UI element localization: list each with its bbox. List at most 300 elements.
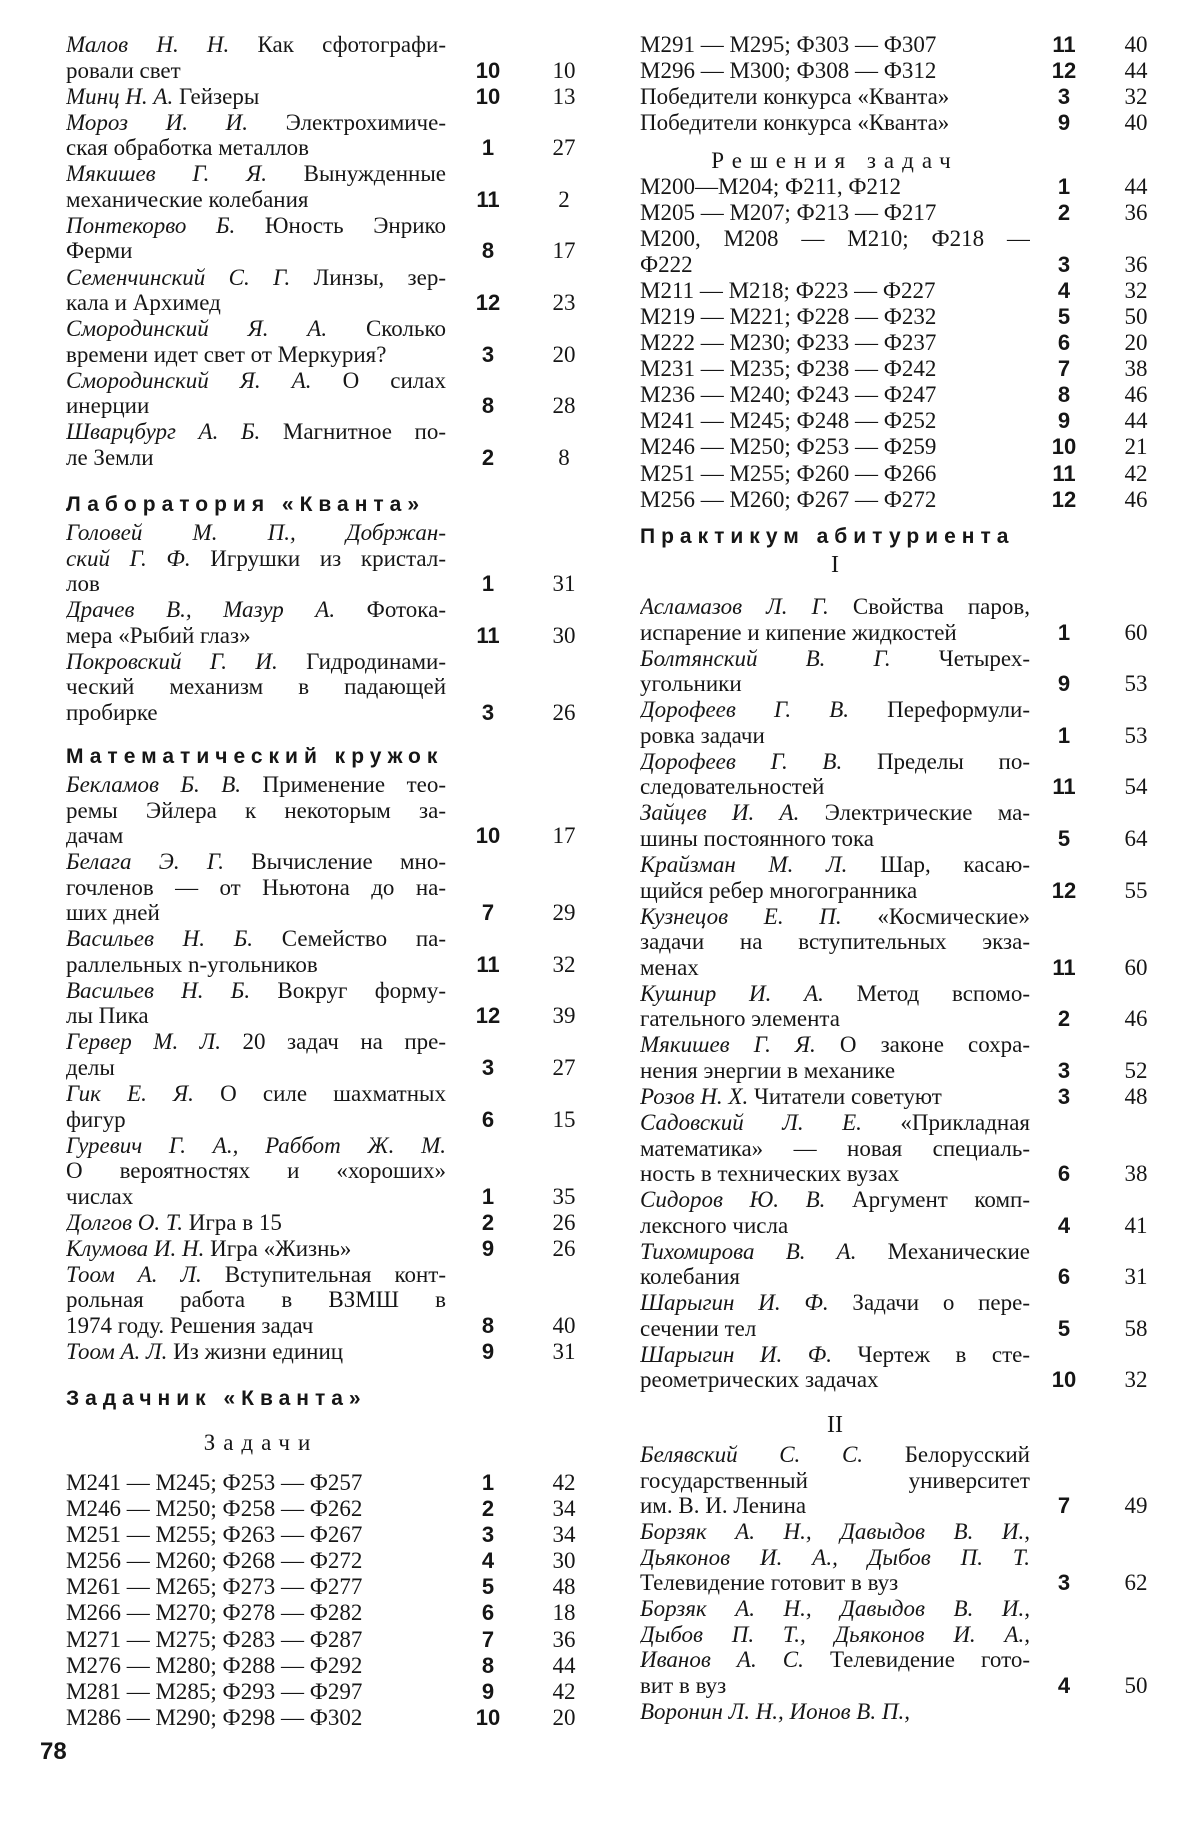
entry-text — [640, 955, 1030, 981]
entry-text — [640, 1264, 1030, 1290]
entry-page-number: 34 — [552, 1496, 576, 1521]
entry-title: М200, М208 — М210; Ф218 — — [640, 226, 1030, 251]
entry-text — [640, 1367, 1030, 1393]
entry-text — [640, 1596, 1030, 1622]
index-entry-line — [66, 1313, 588, 1339]
index-entry-line — [66, 1262, 588, 1288]
entry-page-number: 29 — [552, 900, 576, 925]
entry-title: вит в вуз — [640, 1673, 727, 1698]
entry-title: ность в технических вузах — [640, 1161, 900, 1186]
entry-text — [640, 1316, 1030, 1342]
index-entry-line — [66, 1029, 588, 1055]
index-entry-line — [66, 623, 588, 649]
entry-page-number: 28 — [552, 393, 576, 418]
entry-issue-number: 9 — [481, 1679, 495, 1704]
entry-author: Мякишев Г. Я. — [640, 1032, 816, 1057]
entry-title: О законе сохра- — [815, 1032, 1030, 1057]
entry-title: Пределы по- — [842, 749, 1030, 774]
index-entry-line — [640, 1519, 1160, 1545]
index-entry-line — [66, 32, 588, 58]
index-entry-line — [640, 1006, 1160, 1032]
entry-title: Белорусский — [863, 1442, 1030, 1467]
part-label-2: II — [827, 1412, 843, 1438]
entry-text — [66, 546, 446, 572]
index-entry-line — [640, 697, 1160, 723]
entry-page-number: 46 — [1124, 382, 1148, 407]
index-entry-line — [640, 304, 1160, 330]
entry-title: Аргумент комп- — [825, 1187, 1030, 1212]
entry-text — [640, 382, 1030, 408]
entry-title: испарение и кипение жидкостей — [640, 620, 957, 645]
entry-title: «Космические» — [841, 904, 1030, 929]
entry-page-number: 50 — [1124, 304, 1148, 329]
entry-title: Вокруг форму- — [250, 978, 446, 1003]
index-entry-line — [66, 445, 588, 471]
index-entry-line — [66, 393, 588, 419]
index-entry-line — [66, 1705, 588, 1731]
entry-text — [66, 1029, 446, 1055]
entry-text — [66, 1055, 446, 1081]
entry-issue-number: 8 — [481, 1313, 495, 1338]
entry-issue-number: 8 — [1057, 382, 1071, 407]
entry-text — [66, 520, 446, 546]
entry-author: Зайцев И. А. — [640, 800, 800, 825]
entry-text — [66, 875, 446, 901]
entry-text — [66, 368, 446, 394]
entry-text — [66, 674, 446, 700]
entry-text — [640, 1468, 1030, 1494]
index-entry-line — [66, 1210, 588, 1236]
entry-author: Дорофеев Г. В. — [640, 697, 850, 722]
index-entry-line — [66, 1107, 588, 1133]
entry-author: Воронин Л. Н., Ионов В. П., — [640, 1699, 910, 1724]
entry-author: Клумова И. Н. — [66, 1236, 205, 1261]
index-entry-line — [640, 1367, 1160, 1393]
entry-text — [640, 461, 1030, 487]
index-entry-line — [66, 1496, 588, 1522]
entry-author: Тоом А. Л. — [66, 1339, 168, 1364]
entry-page-number: 44 — [1124, 408, 1148, 433]
entry-issue-number: 1 — [1057, 620, 1071, 645]
entry-title: Четырех- — [890, 646, 1030, 671]
entry-issue-number: 11 — [1052, 461, 1076, 486]
entry-author: Борзяк А. Н., Давыдов В. И., — [640, 1519, 1030, 1544]
index-entry-line — [66, 1470, 588, 1496]
entry-page-number: 23 — [552, 290, 576, 315]
index-entry-line — [66, 772, 588, 798]
entry-title: М246 — М250; Ф253 — Ф259 — [640, 434, 937, 459]
entry-author: Борзяк А. Н., Давыдов В. И., — [640, 1596, 1030, 1621]
entry-text — [66, 110, 446, 136]
entry-title: кала и Архимед — [66, 290, 221, 315]
index-entry-line — [66, 290, 588, 316]
index-entry-line — [640, 774, 1160, 800]
entry-issue-number: 3 — [481, 700, 495, 725]
entry-page-number: 32 — [1124, 278, 1148, 303]
index-entry-line — [66, 1679, 588, 1705]
entry-text — [66, 1313, 446, 1339]
entry-page-number: 64 — [1124, 826, 1148, 851]
entry-title: времени идет свет от Меркурия? — [66, 342, 387, 367]
entry-issue-number: 7 — [481, 1627, 495, 1652]
index-entry-line — [640, 356, 1160, 382]
entry-page-number: 31 — [1124, 1264, 1148, 1289]
entry-title: 20 задач на пре- — [221, 1029, 446, 1054]
index-entry-line — [66, 238, 588, 264]
index-entry-line — [66, 597, 588, 623]
index-entry-line — [640, 1673, 1160, 1699]
entry-page-number: 38 — [1124, 356, 1148, 381]
entry-issue-number: 9 — [1057, 671, 1071, 696]
entry-issue-number: 12 — [1051, 487, 1077, 512]
entry-title: Механические — [856, 1239, 1030, 1264]
entry-title: Ф222 — [640, 252, 693, 277]
entry-issue-number: 8 — [481, 393, 495, 418]
index-entry-line — [66, 1522, 588, 1548]
entry-title: числах — [66, 1184, 134, 1209]
index-entry-line — [640, 800, 1160, 826]
entry-title: М256 — М260; Ф267 — Ф272 — [640, 487, 937, 512]
entry-title: ле Земли — [66, 445, 154, 470]
index-entry-line — [640, 981, 1160, 1007]
entry-title: государственный университет — [640, 1468, 1030, 1493]
entry-author: Дьяконов И. А., Дыбов П. Т. — [640, 1545, 1030, 1570]
index-entry-line — [66, 674, 588, 700]
entry-text — [66, 419, 446, 445]
index-entry-line — [640, 1570, 1160, 1596]
index-entry-line — [66, 649, 588, 675]
entry-issue-number: 4 — [1057, 278, 1071, 303]
index-entry-line — [640, 200, 1160, 226]
entry-title: Ферми — [66, 238, 133, 263]
entry-page-number: 48 — [1124, 1084, 1148, 1109]
index-entry-line — [66, 875, 588, 901]
entry-title: Игра «Жизнь» — [204, 1236, 352, 1261]
entry-issue-number: 5 — [481, 1574, 495, 1599]
entry-text — [640, 1161, 1030, 1187]
entry-issue-number: 12 — [475, 1003, 501, 1028]
entry-issue-number: 2 — [481, 1496, 495, 1521]
entry-issue-number: 2 — [1057, 1006, 1071, 1031]
index-entry-line — [640, 1545, 1160, 1571]
entry-title: М276 — М280; Ф288 — Ф292 — [66, 1653, 363, 1678]
entry-title: лексного числа — [640, 1213, 789, 1238]
entry-page-number: 53 — [1124, 723, 1148, 748]
entry-issue-number: 1 — [1057, 174, 1071, 199]
entry-title: Чертеж в сте- — [832, 1342, 1030, 1367]
entry-text — [640, 800, 1030, 826]
entry-page-number: 17 — [552, 238, 576, 263]
entry-author: Гуревич Г. А., Раббот Ж. М. — [66, 1133, 446, 1158]
index-entry-line — [640, 58, 1160, 84]
entry-title: ших дней — [66, 900, 160, 925]
entry-author: Шарыгин И. Ф. — [640, 1342, 833, 1367]
entry-issue-number: 5 — [1057, 304, 1071, 329]
entry-text — [640, 408, 1030, 434]
entry-issue-number: 2 — [1057, 200, 1071, 225]
entry-author: Гик Е. Я. — [66, 1081, 194, 1106]
entry-author: Асламазов Л. Г. — [640, 594, 829, 619]
index-entry-line — [66, 1055, 588, 1081]
entry-author: Васильев Н. Б. — [66, 926, 254, 951]
entry-author: Кушнир И. А. — [640, 981, 824, 1006]
entry-text — [640, 1699, 1030, 1725]
entry-issue-number: 10 — [475, 58, 501, 83]
entry-text — [66, 58, 446, 84]
index-entry-line — [66, 1600, 588, 1626]
entry-text — [66, 1705, 446, 1731]
index-entry-line — [640, 749, 1160, 775]
entry-page-number: 42 — [1124, 461, 1148, 486]
entry-page-number: 15 — [552, 1107, 576, 1132]
entry-title: мера «Рыбий глаз» — [66, 623, 251, 648]
entry-title: им. В. И. Ленина — [640, 1493, 807, 1518]
entry-issue-number: 6 — [481, 1600, 495, 1625]
index-entry-line — [640, 1084, 1160, 1110]
index-entry-line — [640, 1596, 1160, 1622]
index-entry-line — [640, 1161, 1160, 1187]
entry-issue-number: 12 — [475, 290, 501, 315]
entry-issue-number: 8 — [481, 1653, 495, 1678]
entry-title: «Прикладная — [861, 1110, 1030, 1135]
entry-author: Дорофеев Г. В. — [640, 749, 843, 774]
entry-title: Фотока- — [335, 597, 446, 622]
entry-text — [640, 723, 1030, 749]
entry-text — [640, 1290, 1030, 1316]
index-entry-line — [640, 826, 1160, 852]
entry-issue-number: 3 — [1057, 252, 1071, 277]
entry-issue-number: 7 — [1057, 1493, 1071, 1518]
entry-text — [66, 649, 446, 675]
entry-page-number: 20 — [552, 342, 576, 367]
entry-author: Смородинский Я. А. — [66, 316, 328, 341]
entry-page-number: 21 — [1124, 434, 1148, 459]
entry-text — [66, 1210, 446, 1236]
entry-text — [66, 445, 446, 471]
index-entry-line — [66, 368, 588, 394]
entry-page-number: 39 — [552, 1003, 576, 1028]
entry-text — [66, 1236, 446, 1262]
entry-title: Игра в 15 — [183, 1210, 282, 1235]
entry-text — [640, 878, 1030, 904]
section-heading-math-circle: Математический кружок — [66, 745, 444, 768]
entry-title: Из жизни единиц — [167, 1339, 344, 1364]
entry-page-number: 30 — [552, 623, 576, 648]
index-entry-line — [640, 110, 1160, 136]
entry-text — [640, 434, 1030, 460]
entry-text — [66, 265, 446, 291]
entry-text — [640, 1570, 1030, 1596]
entry-author: Сидоров Ю. В. — [640, 1187, 826, 1212]
entry-title: Метод вспомо- — [823, 981, 1030, 1006]
index-entry-line — [66, 419, 588, 445]
entry-author: Бекламов Б. В. — [66, 772, 242, 797]
entry-text — [640, 1213, 1030, 1239]
entry-text — [66, 900, 446, 926]
entry-author: Тоом А. Л. — [66, 1262, 202, 1287]
index-entry-line — [66, 187, 588, 213]
entry-title: Вычисление мно- — [224, 849, 446, 874]
entry-author: Понтекорво Б. — [66, 213, 236, 238]
index-entry-line — [640, 1264, 1160, 1290]
entry-page-number: 42 — [552, 1470, 576, 1495]
index-entry-line — [640, 382, 1160, 408]
entry-issue-number: 1 — [481, 135, 495, 160]
entry-text — [640, 1442, 1030, 1468]
entry-title: угольники — [640, 671, 742, 696]
entry-title: Телевидение гото- — [803, 1647, 1030, 1672]
entry-page-number: 40 — [1124, 32, 1148, 57]
entry-title: М241 — М245; Ф253 — Ф257 — [66, 1470, 363, 1495]
entry-text — [66, 1679, 446, 1705]
entry-title: М200—М204; Ф211, Ф212 — [640, 174, 902, 199]
entry-title: О силах — [311, 368, 446, 393]
index-entry-line — [66, 978, 588, 1004]
entry-title: Телевидение готовит в вуз — [640, 1570, 899, 1595]
entry-title: О вероятностях и «хороших» — [66, 1158, 446, 1183]
entry-author: Болтянский В. Г. — [640, 646, 891, 671]
entry-page-number: 53 — [1124, 671, 1148, 696]
entry-text — [640, 1058, 1030, 1084]
entry-title: раллельных n-угольников — [66, 952, 318, 977]
index-entry-line — [66, 1548, 588, 1574]
index-entry-line — [640, 878, 1160, 904]
entry-author: Мякишев Г. Я. — [66, 161, 267, 186]
entry-page-number: 31 — [552, 571, 576, 596]
entry-title: Юность Энрико — [235, 213, 446, 238]
index-entry-line — [66, 84, 588, 110]
entry-text — [66, 798, 446, 824]
index-entry-line — [66, 1081, 588, 1107]
entry-issue-number: 5 — [1057, 826, 1071, 851]
entry-author: Крайзман М. Л. — [640, 852, 848, 877]
entry-text — [66, 623, 446, 649]
entry-title: делы — [66, 1055, 115, 1080]
entry-issue-number: 4 — [1057, 1673, 1071, 1698]
entry-text — [66, 213, 446, 239]
entry-title: механические колебания — [66, 187, 309, 212]
entry-author: Мороз И. И. — [66, 110, 249, 135]
section-heading-lab: Лаборатория «Кванта» — [66, 493, 426, 516]
index-entry-line — [640, 434, 1160, 460]
entry-page-number: 34 — [552, 1522, 576, 1547]
entry-text — [640, 32, 1030, 58]
entry-text — [640, 252, 1030, 278]
entry-text — [640, 58, 1030, 84]
entry-title: нения энергии в механике — [640, 1058, 896, 1083]
entry-title: М241 — М245; Ф248 — Ф252 — [640, 408, 937, 433]
entry-page-number: 13 — [552, 84, 576, 109]
entry-title: Электрохимиче- — [248, 110, 446, 135]
entry-issue-number: 10 — [1051, 1367, 1077, 1392]
entry-issue-number: 3 — [481, 1055, 495, 1080]
index-entry-line — [640, 1493, 1160, 1519]
entry-text — [640, 1084, 1030, 1110]
entry-author: Семенчинский С. Г. — [66, 265, 291, 290]
entry-author: Смородинский Я. А. — [66, 368, 312, 393]
entry-text — [640, 1647, 1030, 1673]
subheading-solutions: Решения задач — [711, 148, 959, 173]
entry-title: М296 — М300; Ф308 — Ф312 — [640, 58, 937, 83]
entry-title: М266 — М270; Ф278 — Ф282 — [66, 1600, 363, 1625]
entry-page-number: 36 — [1124, 252, 1148, 277]
entry-page-number: 38 — [1124, 1161, 1148, 1186]
entry-text — [66, 1548, 446, 1574]
index-entry-line — [66, 520, 588, 546]
entry-page-number: 32 — [1124, 84, 1148, 109]
entry-text — [640, 697, 1030, 723]
entry-title: Шар, касаю- — [847, 852, 1030, 877]
entry-issue-number: 6 — [1057, 330, 1071, 355]
entry-issue-number: 3 — [481, 342, 495, 367]
entry-title: Вынужденные — [266, 161, 446, 186]
entry-issue-number: 9 — [481, 1236, 495, 1261]
index-entry-line — [640, 1187, 1160, 1213]
entry-text — [640, 1136, 1030, 1162]
index-entry-line — [640, 1110, 1160, 1136]
entry-issue-number: 9 — [1057, 110, 1071, 135]
index-entry-line — [640, 646, 1160, 672]
entry-title: лы Пика — [66, 1003, 149, 1028]
entry-issue-number: 11 — [1052, 774, 1076, 799]
entry-author: Тихомирова В. А. — [640, 1239, 857, 1264]
entry-issue-number: 11 — [1052, 32, 1076, 57]
entry-author: ский Г. Ф. — [66, 546, 191, 571]
entry-author: Иванов А. С. — [640, 1647, 804, 1672]
entry-text — [640, 671, 1030, 697]
index-entry-line — [66, 110, 588, 136]
index-entry-line — [66, 135, 588, 161]
entry-title: пробирке — [66, 700, 158, 725]
entry-title: ровали свет — [66, 58, 181, 83]
entry-title: шины постоянного тока — [640, 826, 875, 851]
entry-text — [640, 174, 1030, 200]
entry-page-number: 36 — [552, 1627, 576, 1652]
entry-title: Игрушки из кристал- — [190, 546, 446, 571]
entry-title: Электрические ма- — [799, 800, 1030, 825]
index-entry-line — [66, 1158, 588, 1184]
entry-title: М286 — М290; Ф298 — Ф302 — [66, 1705, 363, 1730]
index-entry-line — [66, 1339, 588, 1365]
entry-title: М231 — М235; Ф238 — Ф242 — [640, 356, 937, 381]
index-entry-line — [640, 84, 1160, 110]
index-entry-line — [66, 1287, 588, 1313]
entry-author: Белага Э. Г. — [66, 849, 224, 874]
index-entry-line — [66, 900, 588, 926]
entry-issue-number: 5 — [1057, 1316, 1071, 1341]
entry-text — [640, 1622, 1030, 1648]
entry-title: М211 — М218; Ф223 — Ф227 — [640, 278, 936, 303]
index-entry-line — [640, 1342, 1160, 1368]
entry-text — [640, 487, 1030, 513]
entry-title: М291 — М295; Ф303 — Ф307 — [640, 32, 937, 57]
entry-text — [66, 1003, 446, 1029]
entry-issue-number: 10 — [475, 1705, 501, 1730]
index-entry-line — [640, 1622, 1160, 1648]
entry-page-number: 54 — [1124, 774, 1148, 799]
index-entry-line — [66, 213, 588, 239]
index-entry-line — [640, 174, 1160, 200]
index-entry-line — [640, 955, 1160, 981]
entry-text — [640, 1342, 1030, 1368]
entry-page-number: 32 — [1124, 1367, 1148, 1392]
page-number: 78 — [40, 1738, 67, 1765]
entry-title: фигур — [66, 1107, 126, 1132]
entry-issue-number: 12 — [1051, 58, 1077, 83]
entry-title: Свойства паров, — [828, 594, 1030, 619]
index-entry-line — [640, 1136, 1160, 1162]
entry-text — [640, 929, 1030, 955]
